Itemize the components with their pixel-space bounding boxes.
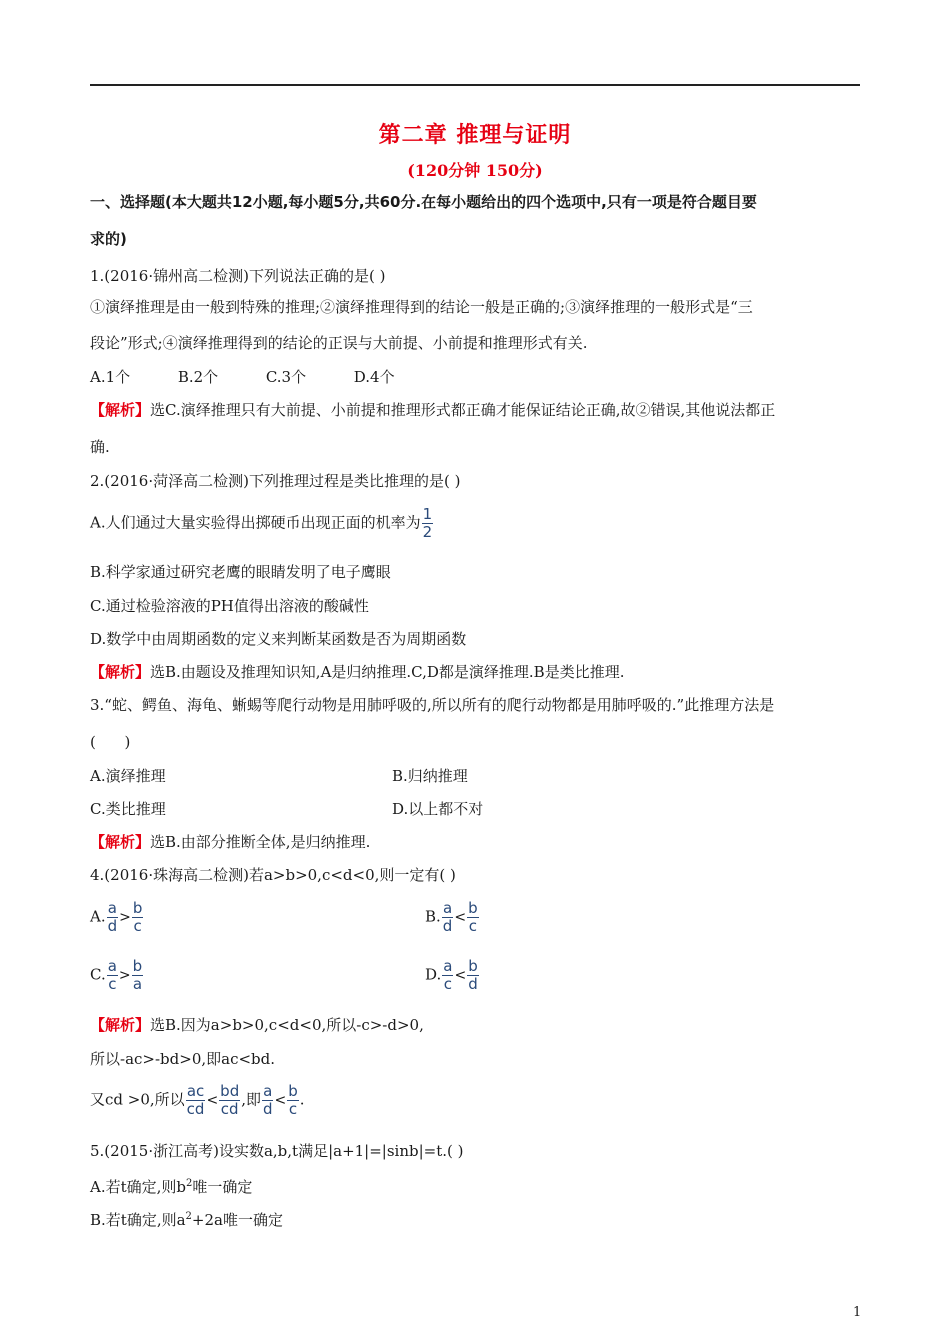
question-5-option-b: B.若t确定,则$a^2+2a$唯一确定 [90,1211,283,1229]
question-1-analysis-cont: 确. [90,438,110,456]
question-5-option-a: A.若t确定,则$b^2$唯一确定 [90,1178,253,1196]
question-4-option-c: C. $\frac{a}{c}$ > $\frac{b}{a}$ [90,957,143,993]
fraction: $\frac{a}{c}$ [107,957,117,993]
fraction: $\frac{b}{c}$ [468,899,478,935]
question-2-option-c: C.通过检验溶液的PH值得出溶液的酸碱性 [90,597,369,615]
question-4-option-d: D. $\frac{a}{c}$ < $\frac{b}{d}$ [425,957,478,993]
question-2-option-b: B.科学家通过研究老鹰的眼睛发明了电子鹰眼 [90,563,391,581]
question-5-stem: 5.(2015·浙江高考)设实数a,b,t满足|a+1|=|sinb|=t.( ) [90,1142,464,1160]
question-4-analysis-3: 又cd >0,所以 $\frac{ac}{cd}$ < $\frac{bd}{cd}$ ,即 $\frac{a}{d}$ < $\frac{b}{c}$ . [90,1082,305,1118]
chapter-title: 第二章 推理与证明 [378,123,572,148]
analysis-tag: 【解析】 [90,663,151,681]
question-1-stem: 1.(2016·锦州高二检测)下列说法正确的是( ) [90,267,386,285]
fraction: $\frac{a}{d}$ [107,899,118,935]
question-3-option-b: B.归纳推理 [392,767,468,785]
question-4-option-b: B. $\frac{a}{d}$ < $\frac{b}{c}$ [425,899,478,935]
question-2-option-a: A.人们通过大量实验得出掷硬币出现正面的机率为 $\frac{1}{2}$ [90,505,433,541]
question-3-analysis: 【解析】选B.由部分推断全体,是归纳推理. [90,833,371,851]
question-3-option-c: C.类比推理 [90,800,166,818]
question-2-option-d: D.数学中由周期函数的定义来判断某函数是否为周期函数 [90,630,467,648]
section-heading-cont: 求的) [90,230,127,248]
fraction: $\frac{b}{c}$ [132,899,143,935]
section-heading: 一、选择题(本大题共12小题,每小题5分,共60分.在每小题给出的四个选项中,只有一项是符合题目要 [90,193,757,211]
exam-meta: (120分钟 150分) [407,161,543,180]
header-rule [90,84,860,86]
fraction: $\frac{a}{d}$ [442,899,453,935]
fraction: $\frac{ac}{cd}$ [186,1082,205,1118]
fraction: $\frac{b}{a}$ [132,957,143,993]
question-3-option-d: D.以上都不对 [392,800,484,818]
analysis-tag: 【解析】 [90,401,151,419]
question-3-stem: 3.“蛇、鳄鱼、海龟、蜥蜴等爬行动物是用肺呼吸的,所以所有的爬行动物都是用肺呼吸的.”此推理方法是 [90,696,775,714]
fraction: $\frac{1}{2}$ [422,505,433,541]
question-1-text-cont: 段论”形式;④演绎推理得到的结论的正误与大前提、小前提和推理形式有关. [90,334,588,352]
analysis-tag: 【解析】 [90,833,151,851]
question-4-option-a: A. $\frac{a}{d}$ > $\frac{b}{c}$ [90,899,143,935]
fraction: $\frac{b}{c}$ [288,1082,298,1118]
question-4-analysis-2: 所以-ac>-bd>0,即ac<bd. [90,1050,276,1068]
analysis-tag: 【解析】 [90,1016,151,1034]
question-3-option-a: A.演绎推理 [90,767,166,785]
question-1-options: A.1个 B.2个 C.3个 D.4个 [90,368,395,386]
question-4-stem: 4.(2016·珠海高二检测)若a>b>0,c<d<0,则一定有( ) [90,866,456,884]
fraction: $\frac{b}{d}$ [468,957,478,993]
fraction: $\frac{a}{c}$ [443,957,453,993]
page-number: 1 [853,1305,862,1320]
question-2-analysis: 【解析】选B.由题设及推理知识知,A是归纳推理.C,D都是演绎推理.B是类比推理. [90,663,625,681]
question-3-stem-cont: ( ) [90,733,131,751]
question-4-analysis: 【解析】选B.因为a>b>0,c<d<0,所以-c>-d>0, [90,1016,424,1034]
fraction: $\frac{bd}{cd}$ [220,1082,240,1118]
question-1-analysis [90,399,775,421]
fraction: $\frac{a}{d}$ [263,1082,273,1118]
analysis-text: 选C.演绎推理只有大前提、小前提和推理形式都正确才能保证结论正确,故②错误,其他说法都正 [150,401,776,419]
question-1-text: ①演绎推理是由一般到特殊的推理;②演绎推理得到的结论一般是正确的;③演绎推理的一般形式是“三 [90,298,753,316]
question-2-stem: 2.(2016·菏泽高二检测)下列推理过程是类比推理的是( ) [90,472,461,490]
